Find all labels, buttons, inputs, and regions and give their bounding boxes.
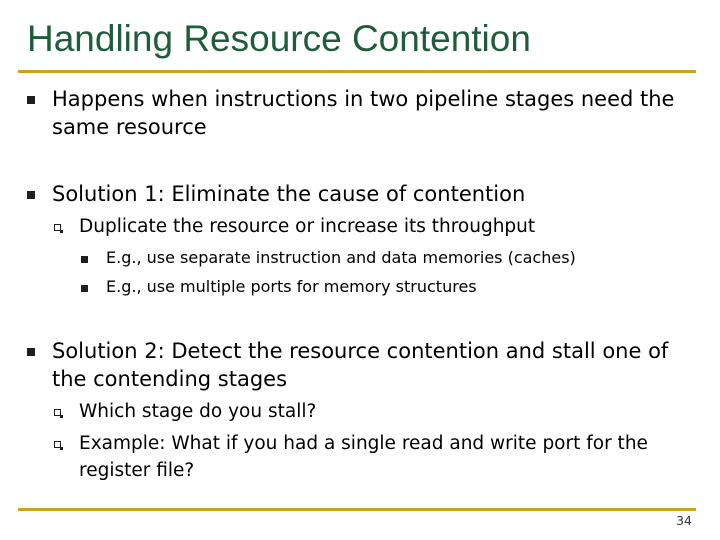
slide-title: Handling Resource Contention — [27, 18, 531, 59]
bullet-square-icon — [81, 256, 88, 263]
bullet-3-line-1: Solution 2: Detect the resource contention and stall one of — [52, 339, 669, 363]
bullet-2-sub-1-item-1: E.g., use separate instruction and data memories (caches) — [106, 248, 576, 267]
bullet-1-line-2: same resource — [52, 115, 207, 139]
sub-bullet-hollow-square-icon — [54, 224, 61, 231]
bullet-2-sub-1: Duplicate the resource or increase its throughput — [79, 216, 536, 237]
bullet-square-icon — [27, 348, 35, 356]
bullet-3-sub-2-line-1: Example: What if you had a single read and write port for the — [79, 433, 648, 454]
bullet-2-text: Solution 1: Eliminate the cause of contention — [52, 182, 526, 206]
footer-divider — [18, 508, 696, 511]
bullet-1-line-1: Happens when instructions in two pipeline stages need the — [52, 87, 675, 111]
bullet-square-icon — [81, 285, 88, 292]
bullet-square-icon — [27, 96, 35, 104]
bullet-3-sub-2-line-2: register file? — [79, 460, 195, 481]
bullet-3-sub-1: Which stage do you stall? — [79, 401, 317, 422]
bullet-3-line-2: the contending stages — [52, 367, 288, 391]
sub-bullet-hollow-square-icon — [54, 441, 61, 448]
title-divider — [18, 70, 696, 73]
bullet-2-sub-1-item-2: E.g., use multiple ports for memory structures — [106, 277, 477, 296]
sub-bullet-hollow-square-icon — [54, 409, 61, 416]
bullet-square-icon — [27, 191, 35, 199]
page-number: 34 — [676, 513, 692, 528]
